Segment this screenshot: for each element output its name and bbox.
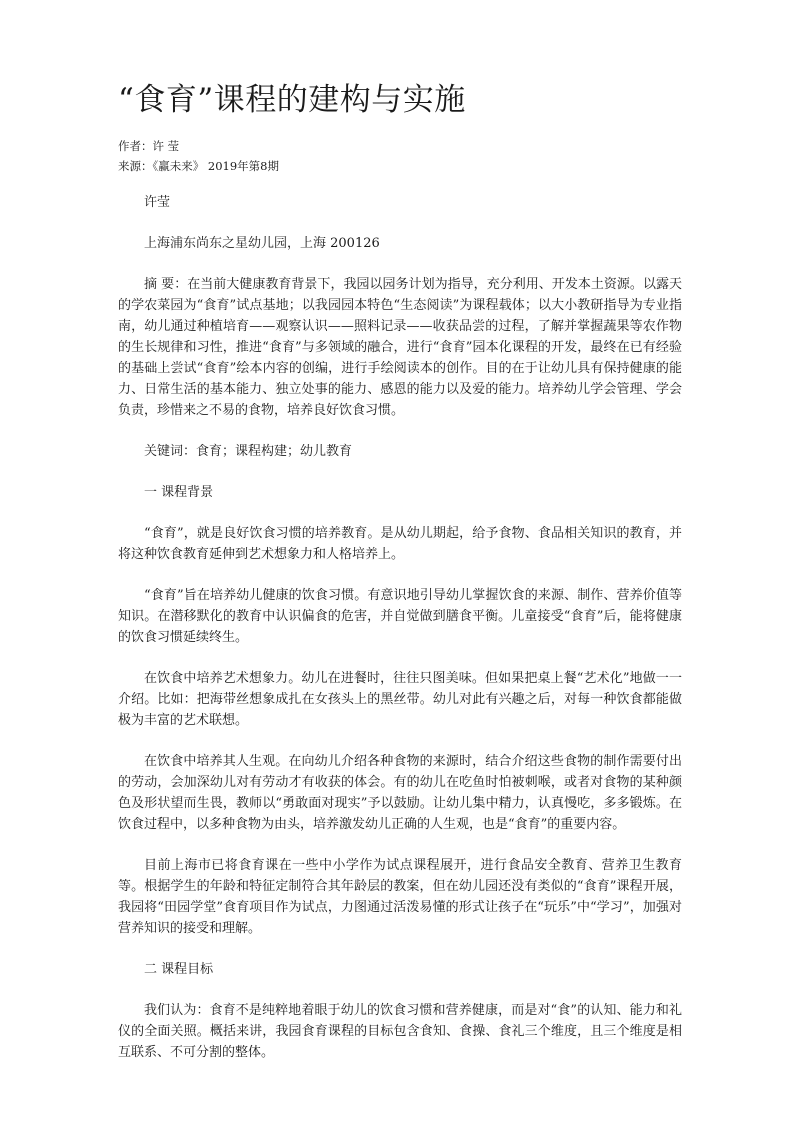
paragraph: 目前上海市已将食育课在一些中小学作为试点课程展开，进行食品安全教育、营养卫生教育等。根据学生的年龄和特征定制符合其年龄层的教案，但在幼儿园还没有类似的“食育”课程开展，我园将“田园学堂”食育项目作为试点，力图通过活泼易懂的形式让孩子在“玩乐”中“学习”，加强对营养知识的接受和理解。 [118,858,682,936]
meta-source: 来源：《赢未来》 2019年第8期 [118,159,279,173]
paragraph: “食育”旨在培养幼儿健康的饮食习惯。有意识地引导幼儿掌握饮食的来源、制作、营养价值等知识。在潜移默化的教育中认识偏食的危害，并自觉做到膳食平衡。儿童接受“食育”后，能将健康的饮食习惯延续终生。 [118,588,682,645]
paragraph: 在饮食中培养艺术想象力。幼儿在进餐时，往往只图美味。但如果把桌上餐“艺术化”地做一一介绍。比如：把海带丝想象成扎在女孩头上的黑丝带。幼儿对此有兴趣之后，对每一种饮食都能做极为丰富的艺术联想。 [118,671,682,728]
meta-author: 作者：许 莹 [118,139,180,153]
paragraph: 我们认为：食育不是纯粹地着眼于幼儿的饮食习惯和营养健康，而是对“食”的认知、能力和礼仪的全面关照。概括来讲，我园食育课程的目标包含食知、食操、食礼三个维度，且三个维度是相互联系、不可分割的整体。 [118,1003,682,1060]
author-name: 许莹 [144,195,171,210]
affiliation: 上海浦东尚东之星幼儿园，上海 200126 [144,236,380,251]
keywords: 关键词：食育；课程构建；幼儿教育 [144,444,353,459]
section-heading-goals: 二 课程目标 [144,962,214,977]
paragraph: 在饮食中培养其人生观。在向幼儿介绍各种食物的来源时，结合介绍这些食物的制作需要付出的劳动，会加深幼儿对有劳动才有收获的体会。有的幼儿在吃鱼时怕被刺喉，或者对食物的某种颜色及形状望而生畏，教师以“勇敢面对现实”予以鼓励。让幼儿集中精力，认真慢吃，多多锻炼。在饮食过程中，以多种食物为由头，培养激发幼儿正确的人生观，也是“食育”的重要内容。 [118,754,682,832]
paragraph: “食育”，就是良好饮食习惯的培养教育。是从幼儿期起，给予食物、食品相关知识的教育，并将这种饮食教育延伸到艺术想象力和人格培养上。 [118,526,682,562]
article-body [118,192,682,1083]
abstract: 摘 要：在当前大健康教育背景下，我园以园务计划为指导，充分利用、开发本土资源。以露天的学农菜园为“食育”试点基地；以我园园本特色“生态阅读”为课程载体；以大小教研指导为专业指南，幼儿通过种植培育——观察认识——照料记录——收获品尝的过程，了解并掌握蔬果等农作物的生长规律和习性，推进“食育”与多领域的融合，进行“食育”园本化课程的开发，最终在已有经验的基础上尝试“食育”绘本内容的创编，进行手绘阅读本的创作。目的在于让幼儿具有保持健康的能力、日常生活的基本能力、独立处事的能力、感恩的能力以及爱的能力。培养幼儿学会管理、学会负责，珍惜来之不易的食物，培养良好饮食习惯。 [118,277,682,418]
section-heading-background: 一 课程背景 [144,485,214,500]
article-title: “食育”课程的建构与实施 [118,82,466,118]
